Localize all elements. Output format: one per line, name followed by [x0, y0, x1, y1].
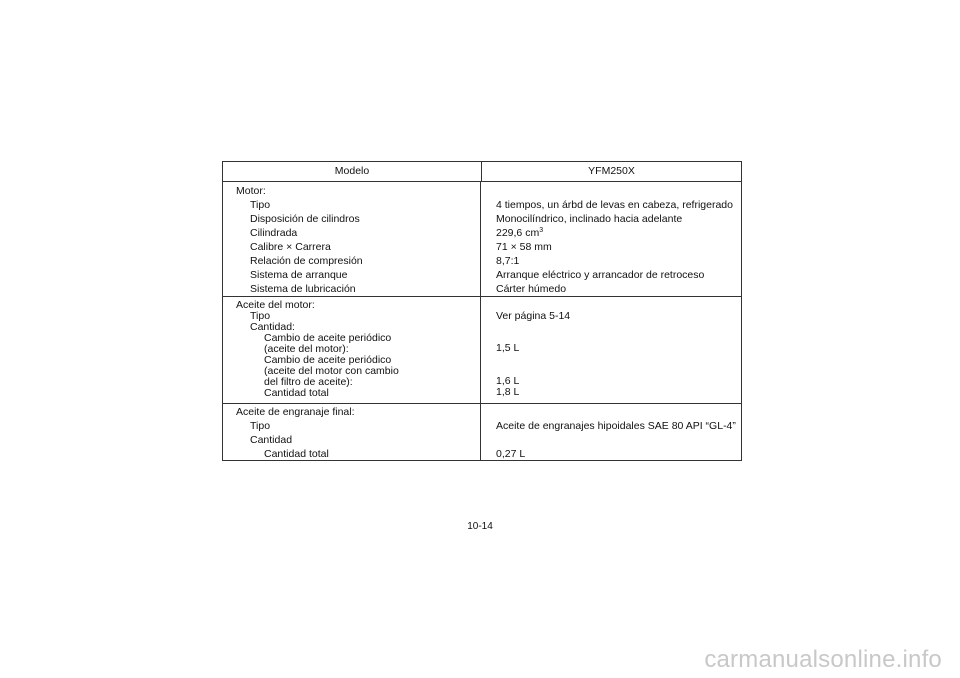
total-value: 1,8 L: [496, 386, 520, 398]
engranaje-title: Aceite de engranaje final:: [236, 406, 355, 418]
motor-row-value: Cárter húmedo: [496, 283, 567, 295]
aceite-motor-tipo-value: Ver página 5-14: [496, 310, 571, 322]
motor-title: Motor:: [236, 185, 266, 197]
motor-row-value: 71 × 58 mm: [496, 241, 552, 253]
motor-row-value: 8,7:1: [496, 255, 520, 267]
page-number: 10-14: [467, 521, 493, 532]
motor-row-label: Calibre × Carrera: [250, 241, 331, 253]
filter-label-1: Cambio de aceite periódico: [264, 354, 392, 366]
engranaje-total-label: Cantidad total: [264, 448, 329, 460]
section-aceite-motor: [223, 297, 741, 404]
aceite-motor-cantidad-label: Cantidad:: [250, 321, 295, 333]
table-header: [223, 162, 741, 182]
header-model-label: Modelo: [223, 162, 482, 181]
engranaje-cantidad-label: Cantidad: [250, 434, 293, 446]
header-model-value: YFM250X: [588, 165, 635, 177]
motor-row-value: Monocilíndrico, inclinado hacia adelante: [496, 213, 683, 225]
motor-row-label: Sistema de arranque: [250, 269, 348, 281]
motor-row-value-displacement: 229,6 $cm^3$: [496, 227, 544, 239]
motor-row-value: 4 tiempos, un árbd de levas en cabeza, refrigerado: [496, 199, 733, 211]
section-aceite-engranaje: [223, 404, 741, 460]
aceite-motor-tipo-label: Tipo: [250, 310, 271, 322]
engranaje-tipo-label: Tipo: [250, 420, 271, 432]
motor-row-label: Cilindrada: [250, 227, 298, 239]
watermark: carmanualsonline.info: [704, 646, 942, 673]
spec-table: [222, 161, 742, 461]
motor-row-label: Relación de compresión: [250, 255, 363, 267]
section-motor: [223, 182, 741, 297]
engranaje-total-value: 0,27 L: [496, 448, 526, 460]
periodic-label-2: (aceite del motor):: [264, 343, 349, 355]
aceite-motor-title: Aceite del motor:: [236, 299, 315, 311]
total-label: Cantidad total: [264, 387, 329, 399]
motor-row-value: Arranque eléctrico y arrancador de retroceso: [496, 269, 705, 281]
motor-row-label: Disposición de cilindros: [250, 213, 360, 225]
filter-label-2: (aceite del motor con cambio: [264, 365, 399, 377]
filter-label-3: del filtro de aceite):: [264, 376, 353, 388]
motor-row-label: Sistema de lubricación: [250, 283, 356, 295]
engranaje-tipo-value: Aceite de engranajes hipoidales SAE 80 API “GL-4”: [496, 420, 736, 432]
periodic-value: 1,5 L: [496, 342, 520, 354]
motor-row-label: Tipo: [250, 199, 271, 211]
periodic-label-1: Cambio de aceite periódico: [264, 332, 392, 344]
filter-value: 1,6 L: [496, 375, 520, 387]
